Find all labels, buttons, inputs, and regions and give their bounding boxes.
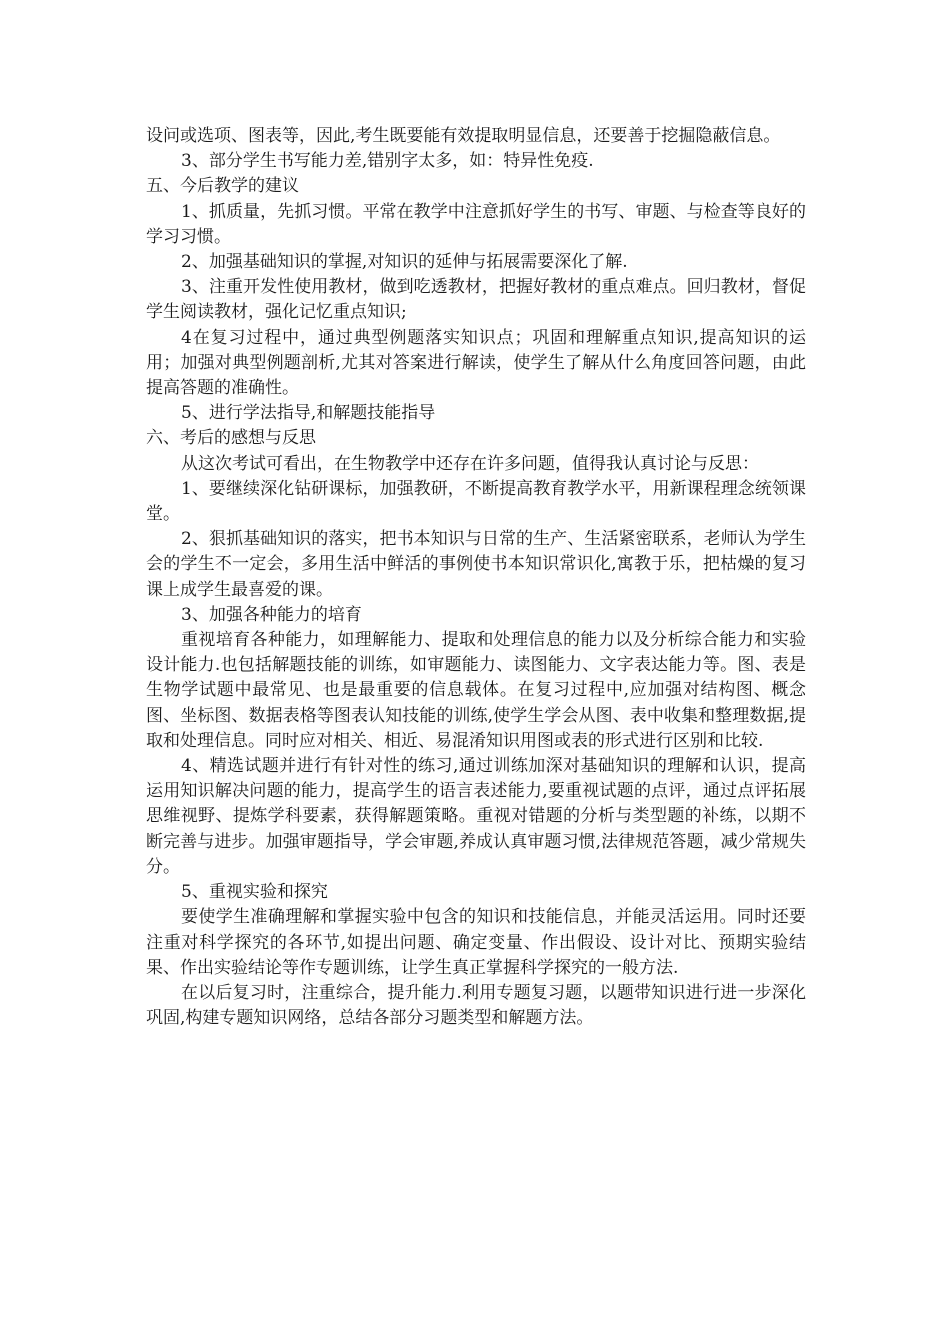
paragraph-reflection-3-body: 重视培育各种能力，如理解能力、提取和处理信息的能力以及分析综合能力和实验设计能力.也包括解题技能的训练，如审题能力、读图能力、文字表达能力等。图、表是生物学试题中最常见、也是最重要的信息载体。在复习过程中,应加强对结构图、概念图、坐标图、数据表格等图表认知技能的训练,使学生学会从图、表中收集和整理数据,提取和处理信息。同时应对相关、相近、易混淆知识用图或表的形式进行区别和比较. <box>146 630 806 751</box>
section-heading-5: 五、今后教学的建议 <box>146 176 299 197</box>
paragraph-reflection-2: 2、狠抓基础知识的落实，把书本知识与日常的生产、生活紧密联系，老师认为学生会的学生不一定会，多用生活中鲜活的事例使书本知识常识化,寓教于乐，把枯燥的复习课上成学生最喜爱的课。 <box>146 529 806 600</box>
paragraph-item-3-textbook: 3、注重开发性使用教材，做到吃透教材，把握好教材的重点难点。回归教材，督促学生阅读教材，强化记忆重点知识; <box>146 277 806 323</box>
paragraph-reflection-1: 1、要继续深化钻研课标，加强教研，不断提高教育教学水平，用新课程理念统领课堂。 <box>146 478 806 525</box>
paragraph-item-3-writing: 3、部分学生书写能力差,错别字太多，如：特异性免疫. <box>181 151 594 172</box>
paragraph-closing: 在以后复习时，注重综合，提升能力.利用专题复习题，以题带知识进行进一步深化巩固,构建专题知识网络，总结各部分习题类型和解题方法。 <box>146 982 806 1029</box>
paragraph-reflection-intro: 从这次考试可看出，在生物教学中还存在许多问题，值得我认真讨论与反思： <box>181 453 759 474</box>
paragraph-continuation: 设问或选项、图表等，因此,考生既要能有效提取明显信息，还要善于挖掘隐蔽信息。 <box>146 126 781 146</box>
paragraph-reflection-4: 4、精选试题并进行有针对性的练习,通过训练加深对基础知识的理解和认识，提高运用知识解决问题的能力，提高学生的语言表述能力,要重视试题的点评，通过点评拓展思维视野、提炼学科要素，获得解题策略。重视对错题的分析与类型题的补练，以期不断完善与进步。加强审题指导，学会审题,养成认真审题习惯,法律规范答题，减少常规失分。 <box>146 756 806 877</box>
paragraph-item-4-review: 4在复习过程中，通过典型例题落实知识点；巩固和理解重点知识,提高知识的运用；加强对典型例题剖析,尤其对答案进行解读，使学生了解从什么角度回答问题，由此提高答题的准确性。 <box>146 327 806 399</box>
paragraph-reflection-3-title: 3、加强各种能力的培育 <box>181 604 362 625</box>
paragraph-reflection-5-body: 要使学生准确理解和掌握实验中包含的知识和技能信息，并能灵活运用。同时还要注重对科学探究的各环节,如提出问题、确定变量、作出假设、设计对比、预期实验结果、作出实验结论等作专题训练，让学生真正掌握科学探究的一般方法. <box>146 907 806 978</box>
paragraph-reflection-5-title: 5、重视实验和探究 <box>181 882 328 903</box>
document-page <box>146 124 806 1031</box>
section-heading-6: 六、考后的感想与反思 <box>146 428 316 449</box>
paragraph-item-2-basics: 2、加强基础知识的掌握,对知识的延伸与拓展需要深化了解. <box>181 252 628 273</box>
paragraph-item-5-guidance: 5、进行学法指导,和解题技能指导 <box>181 403 436 424</box>
paragraph-item-1-quality: 1、抓质量，先抓习惯。平常在教学中注意抓好学生的书写、审题、与检查等良好的学习习惯。 <box>146 201 806 247</box>
